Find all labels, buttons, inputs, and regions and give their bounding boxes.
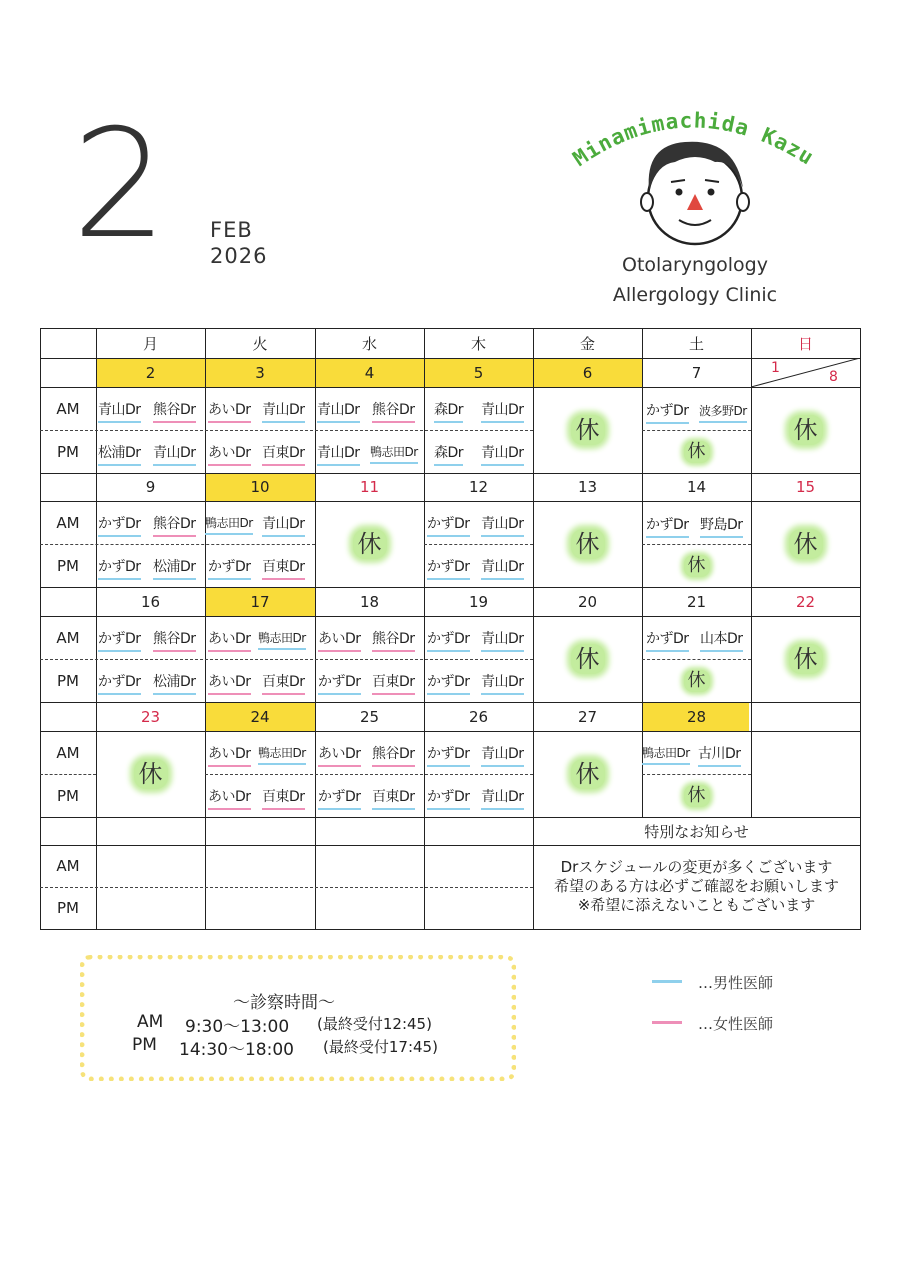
date-cell-holiday: 15 xyxy=(795,478,816,496)
clinic-name-line1: Otolaryngology xyxy=(622,254,768,276)
hours-title: ～診察時間～ xyxy=(233,993,335,1013)
doctor-male: 森Dr xyxy=(434,442,463,466)
legend-female-label: …女性医師 xyxy=(698,1015,774,1033)
date-cell-holiday: 22 xyxy=(795,592,816,611)
doctor-male: 青山Dr xyxy=(98,399,141,423)
consultation-hours-box xyxy=(80,955,516,1081)
hours-pm-note: (最終受付17:45) xyxy=(323,1038,438,1056)
doctor-male: かずDr xyxy=(98,513,141,537)
doctor-male: 青山Dr xyxy=(481,671,524,695)
date-cell: 5 xyxy=(473,363,484,382)
date-cell: 6 xyxy=(582,363,593,382)
weekday-sat: 土 xyxy=(688,334,704,353)
doctor-male: かずDr xyxy=(98,671,141,695)
closed-half-day-mark: 休 xyxy=(642,774,751,817)
weekday-sun: 日 xyxy=(797,334,813,353)
doctor-female: あいDr xyxy=(208,743,251,767)
date-cell: 12 xyxy=(468,478,489,496)
date-cell: 9 xyxy=(145,478,156,496)
doctor-male: 波多野Dr xyxy=(699,402,747,423)
doctor-female: 熊谷Dr xyxy=(372,743,415,767)
doctor-male: 青山Dr xyxy=(153,442,196,466)
hours-am-time: 9:30～13:00 xyxy=(185,1017,290,1037)
doctor-female: あいDr xyxy=(318,628,361,652)
doctor-male: 鴨志田Dr xyxy=(205,514,253,535)
doctor-female: 熊谷Dr xyxy=(153,513,196,537)
notice-title: 特別なお知らせ xyxy=(644,822,749,841)
doctor-male: 青山Dr xyxy=(481,743,524,767)
clinic-logo xyxy=(565,90,825,260)
date-cell: 17 xyxy=(250,592,270,611)
sunday-split-line xyxy=(751,358,860,387)
doctor-female: 熊谷Dr xyxy=(372,628,415,652)
weekday-thu: 木 xyxy=(470,334,486,353)
doctor-male: 青山Dr xyxy=(262,399,305,423)
date-cell: 19 xyxy=(468,592,489,611)
pm-label: PM xyxy=(57,899,79,917)
month-abbr: FEB xyxy=(210,218,253,242)
doctor-female: 熊谷Dr xyxy=(153,628,196,652)
closed-day-mark: 休 xyxy=(533,731,642,817)
date-cell: 24 xyxy=(250,707,270,726)
date-cell: 20 xyxy=(577,592,598,611)
closed-day-mark: 休 xyxy=(533,501,642,587)
doctor-male: かずDr xyxy=(427,786,470,810)
doctor-male: かずDr xyxy=(427,513,470,537)
date-cell: 16 xyxy=(140,592,161,611)
schedule-calendar xyxy=(40,328,860,930)
date-cell: 27 xyxy=(577,707,598,726)
doctor-male: 野島Dr xyxy=(700,514,743,538)
date-cell-holiday: 11 xyxy=(359,478,380,496)
notice-line1: Drスケジュールの変更が多くございます xyxy=(560,858,833,876)
closed-half-day-mark: 休 xyxy=(642,544,751,587)
doctor-male: 青山Dr xyxy=(317,442,360,466)
doctor-male: 青山Dr xyxy=(481,628,524,652)
am-label: AM xyxy=(56,628,80,647)
date-cell: 10 xyxy=(250,478,270,496)
am-label: AM xyxy=(56,743,80,762)
doctor-male: 松浦Dr xyxy=(98,442,141,466)
doctor-male: かずDr xyxy=(427,671,470,695)
am-label: AM xyxy=(56,513,80,532)
hours-am-note: (最終受付12:45) xyxy=(317,1015,432,1033)
hours-am-label: AM xyxy=(137,1012,164,1032)
pm-label: PM xyxy=(57,671,79,690)
doctor-male: 青山Dr xyxy=(262,513,305,537)
doctor-male: かずDr xyxy=(427,743,470,767)
notice-line3: ※希望に添えないこともございます xyxy=(577,896,816,914)
clinic-name-line2: Allergology Clinic xyxy=(612,284,778,306)
hours-pm-label: PM xyxy=(132,1035,157,1055)
doctor-male: かずDr xyxy=(646,400,689,424)
date-cell: 25 xyxy=(359,707,380,726)
doctor-male: 山本Dr xyxy=(700,628,743,652)
doctor-female: あいDr xyxy=(208,786,251,810)
doctor-male: 青山Dr xyxy=(317,399,360,423)
pm-label: PM xyxy=(57,442,79,461)
year: 2026 xyxy=(210,244,268,268)
doctor-male: 青山Dr xyxy=(481,786,524,810)
weekday-mon: 月 xyxy=(142,334,158,353)
date-cell: 4 xyxy=(364,363,375,382)
legend-male-label: …男性医師 xyxy=(698,974,774,992)
closed-day-mark: 休 xyxy=(751,501,860,587)
doctor-male: かずDr xyxy=(98,628,141,652)
doctor-male: かずDr xyxy=(646,514,689,538)
weekday-tue: 火 xyxy=(252,334,268,353)
doctor-female: 百東Dr xyxy=(262,671,305,695)
hours-pm-time: 14:30～18:00 xyxy=(179,1040,294,1060)
doctor-female: 百東Dr xyxy=(262,556,305,580)
legend-female-swatch xyxy=(652,1021,682,1024)
pm-label: PM xyxy=(57,556,79,575)
doctor-male: かずDr xyxy=(427,556,470,580)
closed-day-mark: 休 xyxy=(751,616,860,702)
doctor-male: かずDr xyxy=(427,628,470,652)
doctor-female: 百東Dr xyxy=(262,442,305,466)
face-icon xyxy=(641,142,749,244)
doctor-male: 森Dr xyxy=(434,399,463,423)
date-sunday-bottom: 8 xyxy=(829,369,838,385)
doctor-female: あいDr xyxy=(208,442,251,466)
date-cell: 2 xyxy=(145,363,156,382)
closed-day-mark: 休 xyxy=(533,387,642,473)
date-cell: 26 xyxy=(468,707,489,726)
closed-half-day-mark: 休 xyxy=(642,430,751,473)
pm-label: PM xyxy=(57,786,79,805)
date-cell: 3 xyxy=(255,363,265,382)
doctor-male: 鴨志田Dr xyxy=(258,629,306,650)
doctor-female: 熊谷Dr xyxy=(153,399,196,423)
doctor-female: あいDr xyxy=(318,743,361,767)
doctor-female: あいDr xyxy=(208,671,251,695)
doctor-male: 松浦Dr xyxy=(153,556,196,580)
date-cell: 13 xyxy=(577,478,598,496)
doctor-male: 鴨志田Dr xyxy=(642,744,690,765)
date-cell: 7 xyxy=(691,363,702,382)
doctor-male: かずDr xyxy=(98,556,141,580)
doctor-male: かずDr xyxy=(208,556,251,580)
doctor-male: 松浦Dr xyxy=(153,671,196,695)
date-cell-holiday: 23 xyxy=(140,707,161,726)
notice-line2: 希望のある方は必ずご確認をお願いします xyxy=(553,877,839,895)
doctor-male: 青山Dr xyxy=(481,556,524,580)
date-cell: 18 xyxy=(359,592,380,611)
closed-day-mark: 休 xyxy=(315,501,424,587)
doctor-male: かずDr xyxy=(318,671,361,695)
doctor-female: 熊谷Dr xyxy=(372,399,415,423)
closed-day-mark: 休 xyxy=(533,616,642,702)
doctor-male: 百東Dr xyxy=(372,786,415,810)
date-cell: 28 xyxy=(686,707,707,726)
doctor-male: 鴨志田Dr xyxy=(258,744,306,765)
doctor-female: あいDr xyxy=(208,399,251,423)
doctor-male: かずDr xyxy=(646,628,689,652)
doctor-male: 青山Dr xyxy=(481,442,524,466)
doctor-male: 古川Dr xyxy=(698,743,741,767)
doctor-male: 青山Dr xyxy=(481,513,524,537)
date-sunday-top: 1 xyxy=(771,360,780,376)
closed-day-mark: 休 xyxy=(751,387,860,473)
weekday-fri: 金 xyxy=(579,334,595,353)
closed-day-mark: 休 xyxy=(96,731,205,817)
closed-half-day-mark: 休 xyxy=(642,659,751,702)
month-number: 2 xyxy=(72,98,168,272)
date-cell: 21 xyxy=(686,592,707,611)
am-label: AM xyxy=(56,399,80,418)
am-label: AM xyxy=(56,857,80,875)
doctor-male: 鴨志田Dr xyxy=(370,443,418,464)
legend-male-swatch xyxy=(652,980,682,983)
doctor-female: あいDr xyxy=(208,628,251,652)
doctor-male: 青山Dr xyxy=(481,399,524,423)
doctor-female: 百東Dr xyxy=(372,671,415,695)
doctor-male: かずDr xyxy=(318,786,361,810)
doctor-female: 百東Dr xyxy=(262,786,305,810)
weekday-wed: 水 xyxy=(361,334,377,353)
date-cell: 14 xyxy=(686,478,707,496)
logo-arc-text: Minamimachida Kazu xyxy=(568,108,819,171)
